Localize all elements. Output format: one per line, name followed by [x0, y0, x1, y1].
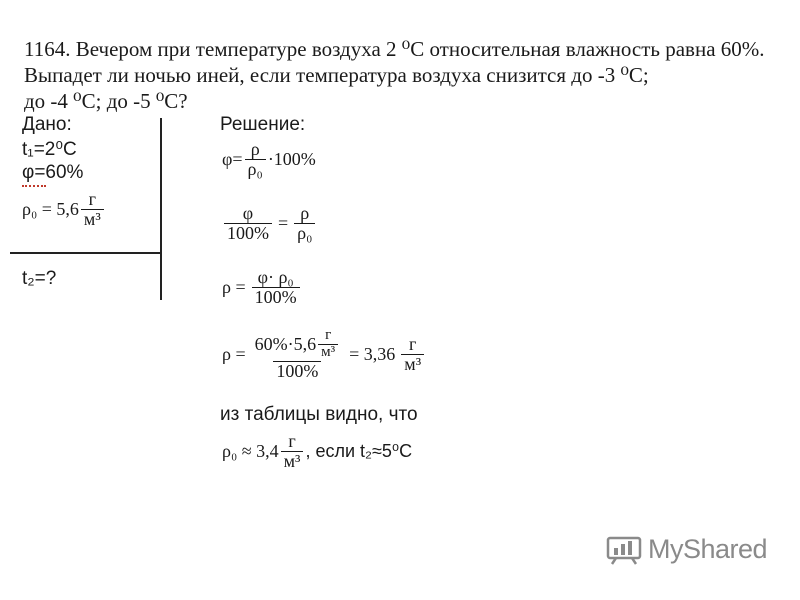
solution-heading: Решение:: [220, 114, 306, 135]
numerator-unit: [318, 328, 338, 361]
given-rho0: [22, 190, 106, 229]
myshared-watermark: [606, 534, 767, 565]
formula-5-lhs: ρ₀ ≈ 3,4: [222, 440, 279, 461]
formula-5-tail: , если t₂≈5⁰С: [305, 440, 413, 461]
denominator: ρ₀: [294, 223, 315, 243]
numerator: ρ: [300, 203, 310, 223]
formula-2: [222, 204, 317, 243]
formula-3-fraction: [252, 268, 300, 307]
formula-3-lhs: ρ =: [222, 276, 246, 297]
formula-5: [222, 432, 412, 471]
given-rho0-lhs: ρ₀ = 5,6: [22, 198, 79, 219]
myshared-logo-icon: [606, 535, 642, 565]
denominator: 100%: [273, 361, 321, 381]
unit-denominator: м³: [281, 451, 304, 471]
numerator: [252, 328, 344, 361]
numerator: φ· ρ₀: [257, 267, 294, 287]
given-rho0-unit: [81, 190, 104, 229]
unit-numerator: г: [88, 189, 97, 209]
given-t2: t₂=?: [22, 268, 57, 289]
solution-note: из таблицы видно, что: [220, 404, 418, 425]
formula-1-fraction: [245, 140, 266, 179]
given-phi: φ=60%: [22, 162, 84, 183]
unit-numerator: г: [409, 333, 417, 354]
unit-numerator: г: [325, 327, 332, 343]
numerator-text: 60%·5,6: [254, 333, 317, 354]
myshared-logo-text: MyShared: [648, 534, 768, 564]
result-unit: [401, 335, 424, 374]
formula-2-right-fraction: [294, 204, 315, 243]
unit-numerator: г: [288, 431, 296, 451]
formula-2-left-fraction: [224, 204, 272, 243]
denominator: ρ₀: [245, 159, 266, 179]
problem-line-3: до -4 ⁰С; до -5 ⁰С?: [24, 89, 188, 113]
formula-4: [222, 328, 426, 380]
formula-1-tail: ·100%: [267, 148, 316, 169]
formula-3: [222, 268, 302, 307]
formula-4-fraction: [252, 328, 344, 380]
given-heading: Дано:: [22, 114, 72, 135]
formula-1: [222, 140, 316, 179]
given-t1: t₁=2⁰С: [22, 139, 77, 160]
unit-denominator: м³: [401, 354, 424, 374]
equals-sign: =: [278, 212, 289, 233]
given-divider-horizontal: [10, 252, 160, 254]
formula-1-lhs: φ=: [222, 148, 243, 169]
numerator: φ: [242, 203, 254, 223]
given-divider-vertical: [160, 118, 162, 300]
spellcheck-underline: [22, 182, 46, 187]
numerator: ρ: [250, 139, 260, 159]
denominator: 100%: [224, 223, 272, 243]
denominator: 100%: [252, 287, 300, 307]
formula-4-lhs: ρ =: [222, 343, 246, 364]
formula-5-unit: [281, 432, 304, 471]
problem-line-2: Выпадет ли ночью иней, если температура воздуха снизится до -3 ⁰С;: [24, 63, 649, 87]
unit-denominator: м³: [318, 344, 338, 361]
unit-denominator: м³: [81, 209, 104, 229]
formula-4-result: = 3,36: [349, 343, 396, 364]
problem-line-1: 1164. Вечером при температуре воздуха 2 ⁰С относительная влажность равна 60%.: [24, 37, 765, 61]
